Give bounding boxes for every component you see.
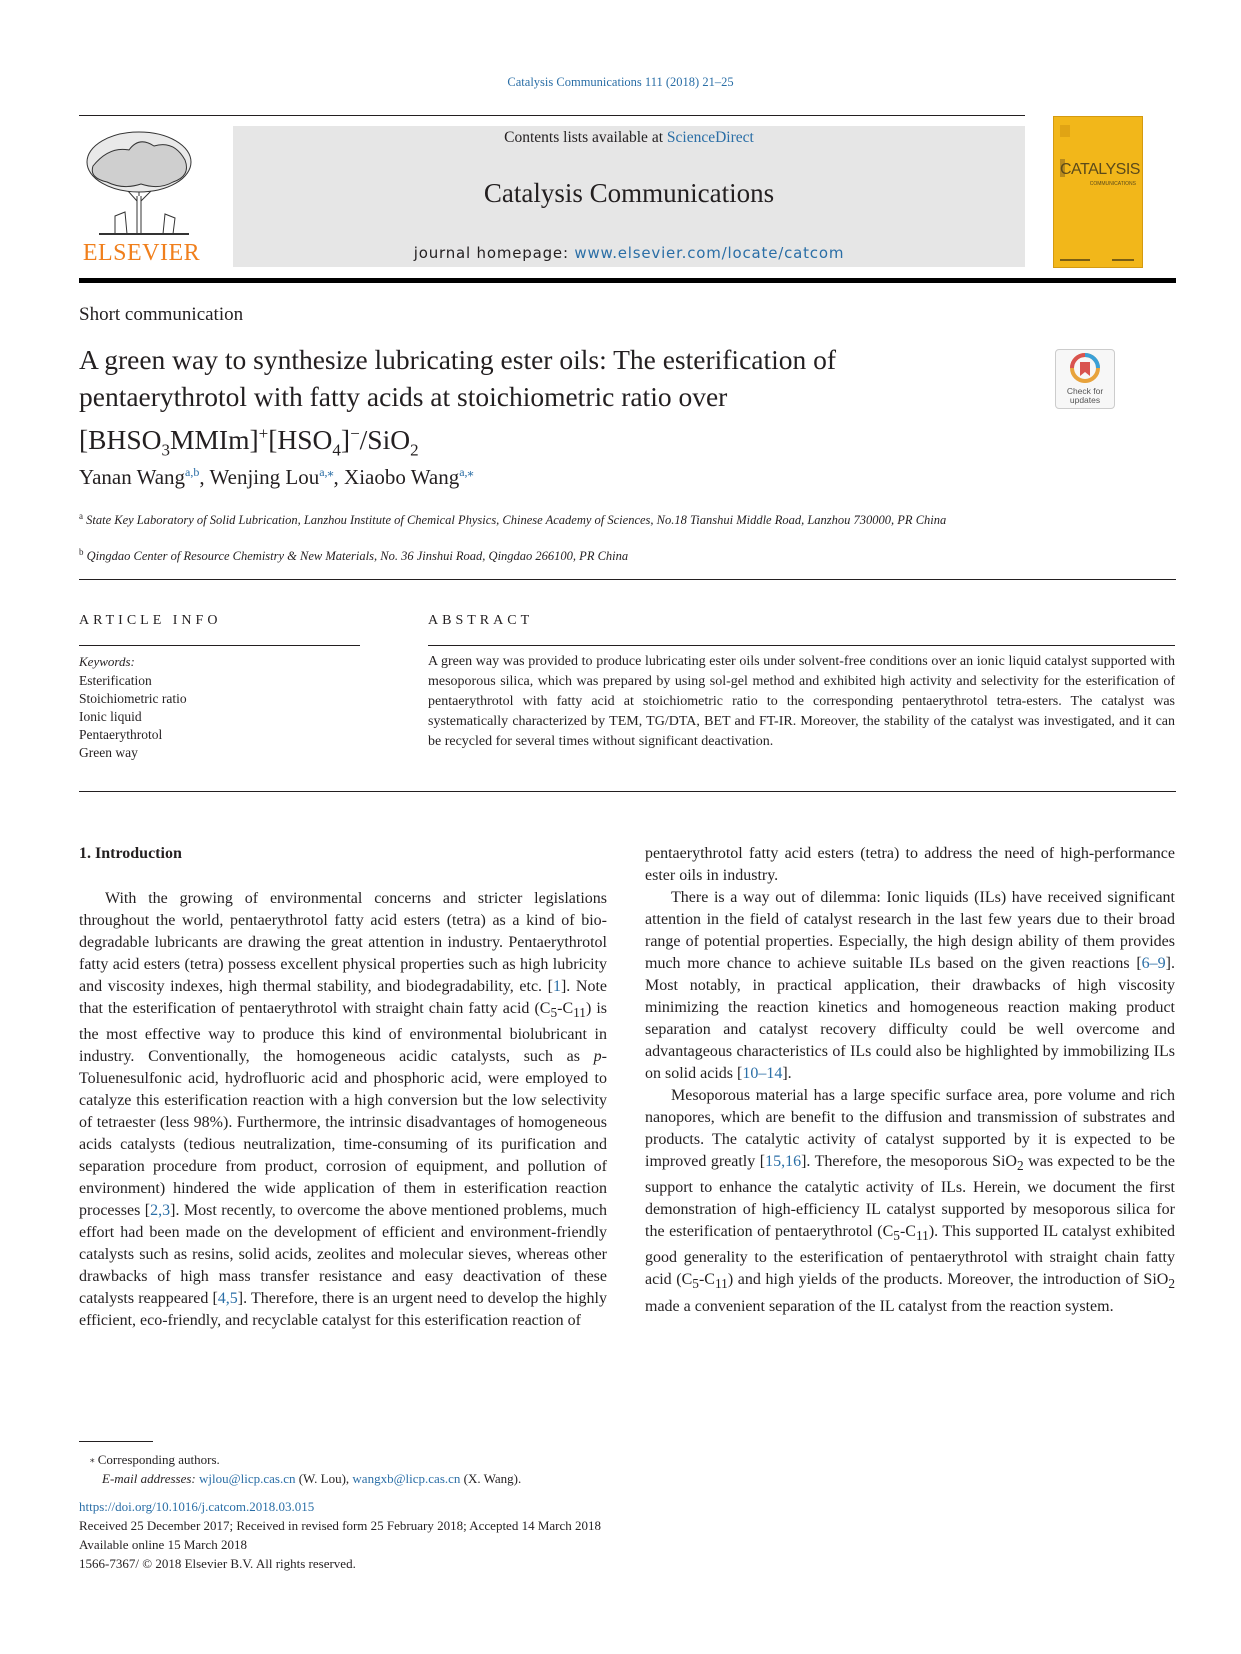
paragraph: pentaerythrotol fatty acid esters (tetra) to address the need of high-performance ester oils in industry. bbox=[645, 845, 1175, 884]
paper-title: A green way to synthesize lubricating ester oils: The esterification of pentaerythrotol with fatty acids at stoichiometric ratio over $[BHSO_3MMIm]^+[HSO_4]^-/SiO_2$ bbox=[79, 344, 837, 460]
journal-homepage: journal homepage: www.elsevier.com/locate/catcom bbox=[413, 244, 845, 262]
cover-subtitle: COMMUNICATIONS bbox=[1089, 181, 1136, 187]
keywords-label: Keywords: bbox=[79, 654, 135, 669]
author-affil-mark[interactable]: a,⁎ bbox=[319, 465, 334, 479]
email-link[interactable]: wangxb@licp.cas.cn bbox=[352, 1471, 461, 1486]
citation-link[interactable]: 15,16 bbox=[765, 1153, 802, 1170]
abstract-rule bbox=[428, 645, 1175, 646]
body-column-right bbox=[645, 843, 1175, 1318]
doi-link[interactable]: https://doi.org/10.1016/j.catcom.2018.03.015 bbox=[79, 1499, 315, 1514]
corresponding-note: ⁎ Corresponding authors. bbox=[90, 1452, 220, 1467]
affiliation-b: $^b$ Qingdao Center of Resource Chemistry & New Materials, No. 36 Jinshui Road, Qingdao 266100, PR China bbox=[79, 547, 629, 564]
header-top-rule bbox=[79, 115, 1025, 116]
check-for-updates-button[interactable] bbox=[1055, 349, 1115, 409]
journal-title: Catalysis Communications bbox=[483, 178, 775, 208]
article-info-rule bbox=[79, 645, 360, 646]
body-column-left bbox=[79, 888, 607, 1332]
divider bbox=[79, 791, 1176, 792]
cover-title: CATALYSIS bbox=[1060, 161, 1140, 178]
paragraph: With the growing of environmental concerns and stricter legislations throughout the world, pentaerythrotol fatty acid esters (tetra) as a kind of bio-degradable lubricants are drawing the great attention in industry. Pentaerythrotol fatty acid esters (tetra) possess excellent physical properties such as high lubricity and viscosity indexes, high thermal stability, and biodegradability, etc. [1]. Note that the esterification of pentaerythrotol with straight chain fatty acid $(C_5-C_{11})$ is the most effective way to produce this kind of environmental biolubricant in industry. Conventionally, the homogeneous acidic catalysts, such as p-Toluenesulfonic acid, hydrofluoric acid and phosphoric acid, were employed to catalyze this esterification reaction with a high conversion but the low selectivity of tetraester (less 98%). Furthermore, the intrinsic disadvantages of homogeneous acids catalysts (tedious neutralization, time-consuming of its purification and separation procedure from product, corrosion of equipment, and pollution of environment) hindered the wide application of them in esterification reaction processes [2,3]. Most recently, to overcome the above mentioned problems, much effort had been made on the development of efficient and environment-friendly catalysts such as resins, solid acids, zeolites and molecular sieves, whereas other drawbacks of high mass transfer resistance and easy deactivation of these catalysts reappeared [4,5]. Therefore, there is an urgent need to develop the highly efficient, eco-friendly, and recyclable catalyst for this esterification reaction of bbox=[79, 890, 608, 1330]
paragraph: Mesoporous material has a large specific surface area, pore volume and rich nanopores, which are benefit to the diffusion and transmission of substrates and products. The catalytic activity of catalyst supported by it is expected to be improved greatly [15,16]. Therefore, the mesoporous SiO$_2$ was expected to be the support to enhance the catalytic activity of ILs. Herein, we document the first demonstration of high-efficiency IL catalyst supported by mesoporous silica for the esterification of pentaerythrotol $(C_5-C_{11})$. This supported IL catalyst exhibited good generality to the esterification of pentaerythrotol with straight chain fatty acid $(C_5-C_{11})$ and high yields of the products. Moreover, the introduction of SiO$_2$ made a convenient separation of the IL catalyst from the reaction system. bbox=[645, 1087, 1176, 1315]
sciencedirect-link[interactable]: ScienceDirect bbox=[666, 129, 754, 146]
contents-available: Contents lists available at ScienceDirect bbox=[504, 129, 754, 146]
journal-cover-thumbnail[interactable] bbox=[1053, 116, 1143, 268]
journal-reference[interactable]: Catalysis Communications 111 (2018) 21–25 bbox=[507, 75, 734, 89]
abstract-text: A green way was provided to produce lubricating ester oils under solvent-free conditions over an ionic liquid catalyst supported with mesoporous silica, which was prepared by using sol-gel method and exhibited high activity and selectivity for the esterification of pentaerythrotol with fatty acid at stoichiometric ratio to the corresponding pentaerythrotol tetra-esters. The catalyst was systematically characterized by TEM, TG/DTA, BET and FT-IR. Moreover, the stability of the catalyst was investigated, and it can be recycled for several times without significant deactivation. bbox=[428, 654, 1175, 749]
article-info-heading: ARTICLE INFO bbox=[79, 613, 222, 628]
keyword: Green way bbox=[79, 745, 138, 760]
journal-banner bbox=[233, 126, 1025, 267]
author-affil-mark[interactable]: a,b bbox=[185, 465, 200, 479]
author-affil-mark[interactable]: a,⁎ bbox=[459, 465, 474, 479]
author-name: Yanan Wang bbox=[79, 465, 186, 489]
citation-link[interactable]: 2,3 bbox=[150, 1202, 171, 1220]
received-dates: Received 25 December 2017; Received in revised form 25 February 2018; Accepted 14 March 2018 bbox=[79, 1518, 601, 1533]
elsevier-tree-icon bbox=[79, 126, 204, 238]
keyword: Stoichiometric ratio bbox=[79, 691, 187, 706]
section-heading: 1. Introduction bbox=[79, 845, 182, 862]
keyword: Pentaerythrotol bbox=[79, 727, 163, 742]
homepage-link[interactable]: www.elsevier.com/locate/catcom bbox=[574, 244, 845, 262]
article-section-type: Short communication bbox=[79, 304, 244, 325]
header-bottom-rule bbox=[79, 278, 1176, 283]
copyright: 1566-7367/ © 2018 Elsevier B.V. All rights reserved. bbox=[79, 1556, 356, 1571]
divider bbox=[79, 579, 1176, 580]
check-updates-label: Check for updates bbox=[1066, 386, 1104, 405]
available-online: Available online 15 March 2018 bbox=[79, 1537, 247, 1552]
keyword: Ionic liquid bbox=[79, 709, 142, 724]
keyword: Esterification bbox=[79, 673, 152, 688]
abstract-heading: ABSTRACT bbox=[428, 613, 534, 628]
elsevier-logo bbox=[79, 126, 204, 267]
citation-link[interactable]: 4,5 bbox=[217, 1290, 238, 1308]
check-updates-icon bbox=[1056, 350, 1114, 390]
author-name: Xiaobo Wang bbox=[344, 465, 460, 489]
email-addresses: E-mail addresses: wjlou@licp.cas.cn (W. Lou), wangxb@licp.cas.cn (X. Wang). bbox=[102, 1471, 522, 1486]
citation-link[interactable]: 1 bbox=[552, 978, 561, 995]
paragraph: There is a way out of dilemma: Ionic liquids (ILs) have received significant attention in the field of catalyst research in the last few years due to their broad range of potential properties. Especially, the high design ability of them provides much more chance to achieve suitable ILs based on the given reactions [6–9]. Most notably, in practical application, their drawbacks of high viscosity minimizing the reaction kinetics and homogeneous reaction making product separation and catalyst recovery difficulty could be well overcome and advantageous characteristics of ILs could also be highlighted by immobilizing ILs on solid acids [10–14]. bbox=[645, 889, 1175, 1082]
elsevier-wordmark: ELSEVIER bbox=[82, 240, 201, 266]
affiliation-a: $^a$ State Key Laboratory of Solid Lubrication, Lanzhou Institute of Chemical Physics, Chinese Academy of Sciences, No.18 Tianshui Middle Road, Lanzhou 730000, PR China bbox=[79, 511, 947, 528]
email-link[interactable]: wjlou@licp.cas.cn bbox=[199, 1471, 296, 1486]
citation-link[interactable]: 6–9 bbox=[1141, 955, 1166, 972]
keywords-list bbox=[79, 672, 187, 762]
citation-link[interactable]: 10–14 bbox=[742, 1065, 783, 1082]
author-list: Yanan Wang$^{a,b}$, Wenjing Lou$^{a,⁎}$, Xiaobo Wang$^{a,⁎}$ bbox=[79, 465, 474, 489]
footnote-rule bbox=[79, 1441, 153, 1442]
author-name: Wenjing Lou bbox=[209, 465, 320, 489]
